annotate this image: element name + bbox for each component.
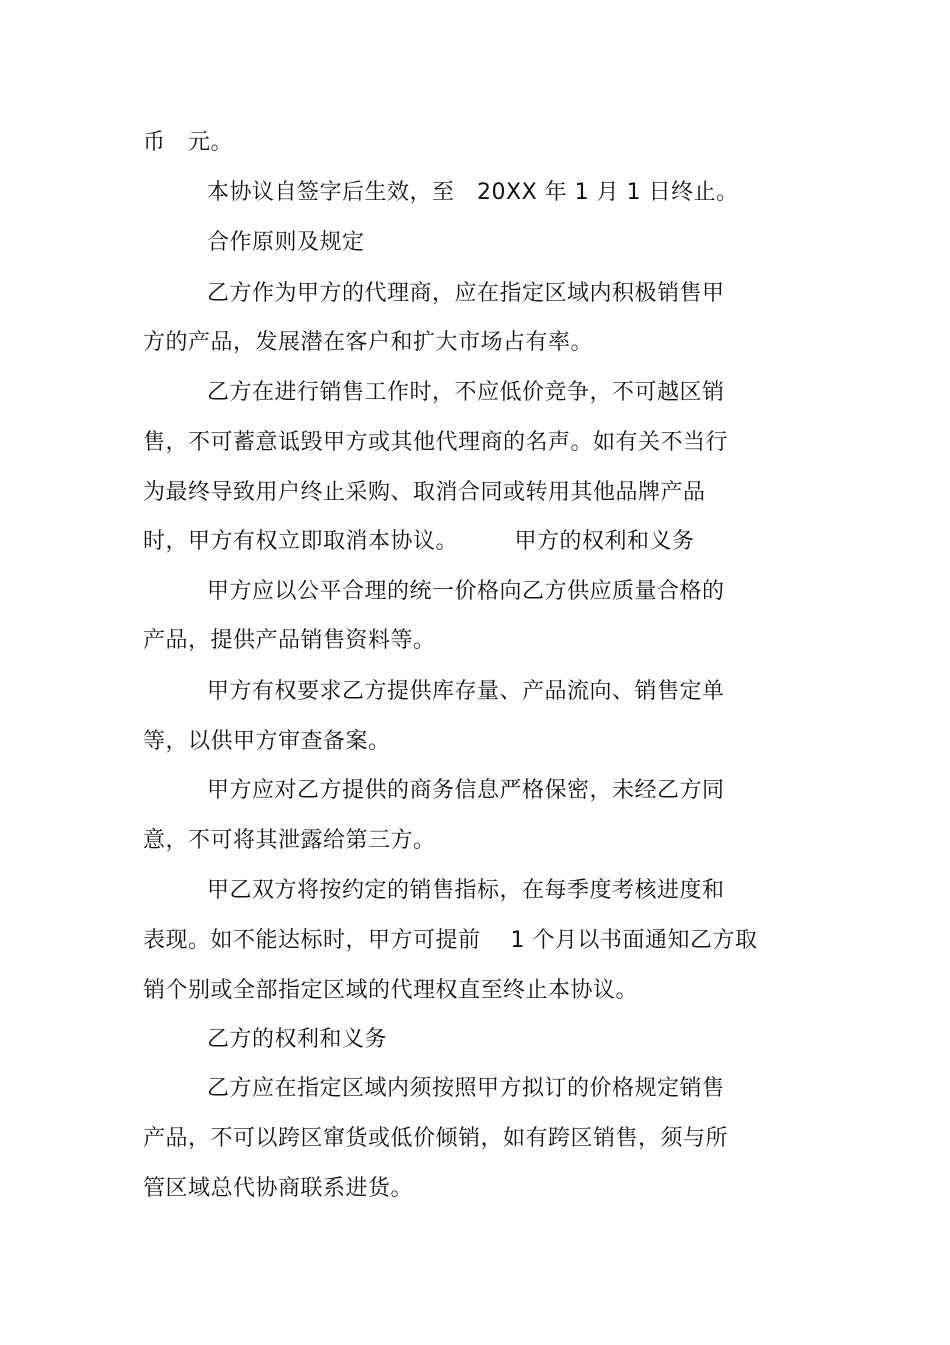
text-line: 方的产品，发展潜在客户和扩大市场占有率。 — [143, 330, 594, 355]
text-line: 产品，不可以跨区窜货或低价倾销，如有跨区销售，须与所 — [143, 1126, 729, 1151]
text-line: 本协议自签字后生效，至 20XX 年 1 月 1 日终止。 — [207, 180, 739, 205]
text-line: 为最终导致用户终止采购、取消合同或转用其他品牌产品 — [143, 480, 706, 505]
text-line: 甲乙双方将按约定的销售指标，在每季度考核进度和 — [207, 878, 725, 903]
text-line: 产品，提供产品销售资料等。 — [143, 628, 436, 653]
text-line: 意，不可将其泄露给第三方。 — [143, 828, 436, 853]
text-line: 表现。如不能达标时，甲方可提前 1 个月以书面通知乙方取 — [143, 928, 758, 953]
text-line: 等，以供甲方审查备案。 — [143, 729, 391, 754]
text-line: 售，不可蓄意诋毁甲方或其他代理商的名声。如有关不当行 — [143, 430, 729, 455]
text-line: 时，甲方有权立即取消本协议。 甲方的权利和义务 — [143, 529, 695, 554]
text-line: 甲方有权要求乙方提供库存量、产品流向、销售定单 — [207, 679, 725, 704]
text-line: 管区域总代协商联系进货。 — [143, 1176, 414, 1201]
section-heading: 乙方的权利和义务 — [207, 1027, 388, 1052]
text-line: 币 元。 — [143, 130, 234, 155]
text-line: 销个别或全部指定区域的代理权直至终止本协议。 — [143, 978, 639, 1003]
text-line: 乙方在进行销售工作时，不应低价竞争，不可越区销 — [207, 380, 725, 405]
section-heading: 合作原则及规定 — [207, 230, 365, 255]
text-line: 甲方应对乙方提供的商务信息严格保密，未经乙方同 — [207, 778, 725, 803]
text-line: 乙方作为甲方的代理商，应在指定区域内积极销售甲 — [207, 281, 725, 306]
text-line: 甲方应以公平合理的统一价格向乙方供应质量合格的 — [207, 579, 725, 604]
text-line: 乙方应在指定区域内须按照甲方拟订的价格规定销售 — [207, 1076, 725, 1101]
